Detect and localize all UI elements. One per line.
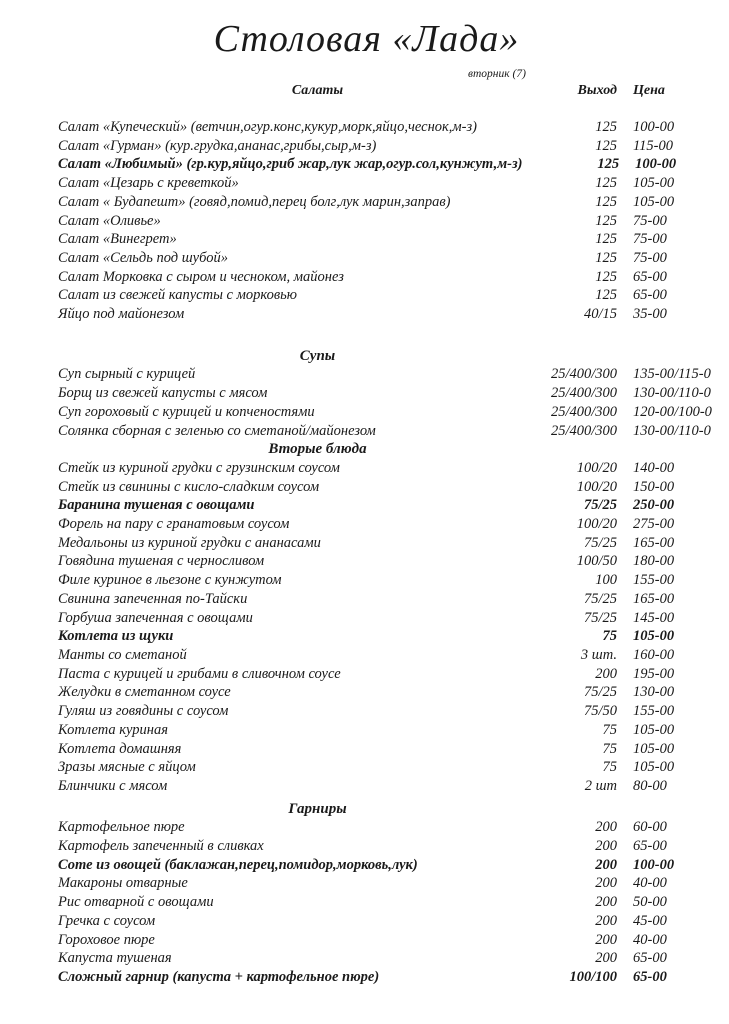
item-price: 155-00	[633, 572, 675, 589]
item-output: 200	[595, 912, 617, 929]
menu-item-row	[58, 534, 695, 553]
section-items	[58, 818, 695, 986]
item-name: Салат «Винегрет»	[58, 231, 177, 248]
menu-item-row	[58, 874, 695, 893]
item-price: 145-00	[633, 609, 675, 626]
item-output: 75/25	[583, 684, 617, 701]
item-output: 75	[602, 721, 617, 738]
item-output: 100/100	[569, 968, 617, 985]
item-name: Салат «Оливье»	[58, 212, 161, 229]
item-output: 3 шт.	[580, 646, 617, 663]
item-output: 200	[595, 819, 617, 836]
menu-item-row	[58, 403, 712, 422]
menu-item-row	[58, 137, 695, 156]
item-output: 125	[595, 231, 617, 248]
menu-item-row	[58, 912, 695, 931]
item-output: 200	[595, 950, 617, 967]
item-output: 125	[595, 175, 617, 192]
item-name: Салат «Цезарь с креветкой»	[58, 175, 239, 192]
item-price: 120-00/100-0	[633, 403, 712, 420]
item-output: 200	[595, 931, 617, 948]
item-price: 65-00	[633, 838, 667, 855]
section-items	[58, 118, 695, 324]
item-price: 40-00	[633, 931, 667, 948]
weekday-note: вторник (7)	[468, 68, 526, 80]
item-name: Суп гороховый с курицей и копченостями	[58, 403, 315, 420]
table-header	[58, 82, 695, 100]
menu-item-row	[58, 856, 695, 875]
menu-item-row	[58, 777, 695, 796]
item-price: 140-00	[633, 459, 675, 476]
item-output: 125	[595, 137, 617, 154]
item-name: Солянка сборная с зеленью со сметаной/майонезом	[58, 422, 376, 439]
item-output: 75	[602, 759, 617, 776]
item-name: Капуста тушеная	[58, 950, 172, 967]
item-name: Зразы мясные с яйцом	[58, 759, 196, 776]
item-name: Суп сырный с курицей	[58, 366, 196, 383]
item-name: Блинчики с мясом	[58, 777, 168, 794]
item-output: 25/400/300	[550, 403, 617, 420]
item-name: Салат «Гурман» (кур.грудка,ананас,грибы,сыр,м-з)	[58, 137, 377, 154]
menu-item-row	[58, 422, 711, 441]
item-price: 40-00	[633, 875, 667, 892]
menu-item-row	[58, 968, 695, 987]
item-output: 25/400/300	[550, 385, 617, 402]
item-name: Манты со сметаной	[58, 646, 187, 663]
menu-item-row	[58, 758, 695, 777]
item-name: Салат Морковка с сыром и чесноком, майонез	[58, 268, 344, 285]
item-name: Филе куриное в льезоне с кунжутом	[58, 572, 282, 589]
section-heading: Гарниры	[288, 800, 347, 817]
item-price: 195-00	[633, 665, 675, 682]
item-output: 125	[595, 268, 617, 285]
menu-item-row	[58, 683, 695, 702]
subtitle-row	[58, 64, 695, 78]
item-output: 125	[595, 119, 617, 135]
menu-item-row	[58, 665, 695, 684]
item-price: 130-00/110-0	[633, 385, 711, 402]
item-output: 125	[595, 287, 617, 304]
menu-item-row	[58, 740, 695, 759]
item-price: 100-00	[633, 856, 675, 873]
item-name: Котлета куриная	[58, 721, 168, 738]
item-price: 105-00	[633, 721, 675, 738]
menu-item-row	[58, 571, 695, 590]
item-output: 75/25	[583, 497, 617, 514]
item-output: 100/50	[576, 553, 617, 570]
item-price: 275-00	[633, 516, 675, 533]
item-name: Котлета из щуки	[58, 628, 174, 645]
item-name: Горбуша запеченная с овощами	[58, 609, 253, 626]
item-price: 130-00	[633, 684, 675, 701]
menu-item-row	[58, 837, 695, 856]
menu-item-row	[58, 515, 695, 534]
item-output: 75	[602, 628, 617, 645]
menu-item-row	[58, 305, 695, 324]
item-price: 115-00	[633, 137, 674, 154]
item-name: Салат «Любимый» (гр.кур,яйцо,гриб жар,лук жар,огур.сол,кунжут,м-з)	[58, 156, 523, 173]
item-price: 80-00	[633, 777, 667, 794]
item-price: 105-00	[633, 740, 675, 757]
item-price: 50-00	[633, 894, 667, 911]
section-items	[58, 365, 712, 440]
menu-item-row	[58, 496, 695, 515]
item-output: 100	[595, 572, 617, 589]
item-price: 105-00	[633, 759, 675, 776]
item-name: Стейк из куриной грудки с грузинским соусом	[58, 459, 340, 476]
menu-item-row	[58, 552, 695, 571]
item-output: 75/50	[583, 703, 617, 720]
item-output: 100/20	[576, 478, 617, 495]
menu-item-row	[58, 627, 695, 646]
item-price: 65-00	[633, 950, 667, 967]
item-output: 2 шт	[584, 777, 617, 794]
item-name: Говядина тушеная с черносливом	[58, 553, 265, 570]
item-price: 250-00	[633, 497, 675, 514]
item-output: 200	[595, 894, 617, 911]
item-output: 100/20	[576, 516, 617, 533]
item-output: 100/20	[576, 459, 617, 476]
item-name: Макароны отварные	[58, 875, 188, 892]
item-name: Рис отварной с овощами	[58, 894, 214, 911]
item-price: 75-00	[633, 249, 667, 266]
item-output: 75/25	[583, 590, 617, 607]
item-price: 105-00	[633, 628, 675, 645]
item-output: 25/400/300	[550, 422, 617, 439]
item-output: 125	[595, 212, 617, 229]
menu-item-row	[58, 268, 695, 287]
menu-item-row	[58, 949, 695, 968]
menu-item-row	[58, 174, 695, 193]
item-price: 155-00	[633, 703, 675, 720]
item-name: Салат «Сельдь под шубой»	[58, 249, 228, 266]
menu-item-row	[58, 384, 711, 403]
item-price: 165-00	[633, 590, 675, 607]
item-price: 135-00/115-0	[633, 366, 711, 383]
item-name: Стейк из свинины с кисло-сладким соусом	[58, 478, 320, 495]
item-name: Соте из овощей (баклажан,перец,помидор,морковь,лук)	[58, 856, 418, 873]
item-price: 65-00	[633, 268, 667, 285]
item-price: 65-00	[633, 968, 667, 985]
item-name: Яйцо под майонезом	[58, 306, 185, 323]
item-output: 200	[595, 665, 617, 682]
menu-item-row	[58, 702, 695, 721]
menu-item-row	[58, 193, 695, 212]
item-name: Гречка с соусом	[58, 912, 156, 929]
item-output: 200	[595, 875, 617, 892]
menu-item-row	[58, 118, 695, 137]
item-name: Салат « Будапешт» (говяд,помид,перец болг,лук марин,заправ)	[58, 193, 451, 210]
item-name: Свинина запеченная по-Тайски	[58, 590, 248, 607]
menu-item-row	[58, 931, 695, 950]
item-output: 125	[595, 249, 617, 266]
item-name: Гуляш из говядины с соусом	[58, 703, 229, 720]
item-name: Борщ из свежей капусты с мясом	[58, 385, 268, 402]
item-output: 200	[595, 856, 617, 873]
item-output: 75/25	[583, 534, 617, 551]
column-header-output: Выход	[577, 83, 617, 98]
menu-item-row	[58, 365, 711, 384]
item-price: 75-00	[633, 231, 667, 248]
item-name: Сложный гарнир (капуста + картофельное пюре)	[58, 968, 380, 985]
item-output: 125	[595, 193, 617, 210]
item-price: 65-00	[633, 287, 667, 304]
section-items	[58, 459, 695, 796]
item-output: 75	[602, 740, 617, 757]
item-name: Медальоны из куриной грудки с ананасами	[58, 534, 321, 551]
section-heading: Супы	[299, 347, 336, 364]
menu-item-row	[58, 893, 695, 912]
item-output: 75/25	[583, 609, 617, 626]
item-price: 105-00	[633, 175, 675, 192]
item-name: Паста с курицей и грибами в сливочном соусе	[58, 665, 341, 682]
item-output: 40/15	[583, 306, 617, 323]
menu-item-row	[58, 478, 695, 497]
item-price: 150-00	[633, 478, 675, 495]
item-price: 60-00	[633, 819, 667, 836]
menu-body	[58, 118, 712, 987]
item-price: 160-00	[633, 646, 675, 663]
section-heading-salads: Салаты	[291, 83, 344, 98]
item-price: 100-00	[635, 156, 677, 173]
menu-item-row	[58, 646, 695, 665]
section-heading: Вторые блюда	[268, 441, 367, 458]
menu-item-row	[58, 249, 695, 268]
item-name: Салат из свежей капусты с морковью	[58, 287, 297, 304]
item-price: 105-00	[633, 193, 675, 210]
item-price: 45-00	[633, 912, 667, 929]
column-header-price: Цена	[633, 83, 665, 98]
menu-item-row	[58, 155, 695, 174]
item-name: Баранина тушеная с овощами	[58, 497, 255, 514]
item-price: 165-00	[633, 534, 675, 551]
page-title: Столовая «Лада»	[213, 18, 520, 60]
menu-item-row	[58, 590, 695, 609]
item-price: 75-00	[633, 212, 667, 229]
item-output: 25/400/300	[550, 366, 617, 383]
item-price: 130-00/110-0	[633, 422, 711, 439]
menu-item-row	[58, 286, 695, 305]
menu-item-row	[58, 212, 695, 231]
item-price: 35-00	[633, 306, 667, 323]
item-name: Желудки в сметанном соусе	[58, 684, 231, 701]
item-name: Котлета домашняя	[58, 740, 182, 757]
item-price: 180-00	[633, 553, 675, 570]
item-price: 100-00	[633, 119, 675, 135]
menu-item-row	[58, 609, 695, 628]
item-output: 200	[595, 838, 617, 855]
item-name: Форель на пару с гранатовым соусом	[58, 516, 290, 533]
item-name: Картофель запеченный в сливках	[58, 838, 264, 855]
item-name: Салат «Купеческий» (ветчин,огур.конс,кукур,морк,яйцо,чеснок,м-з)	[58, 119, 477, 135]
menu-item-row	[58, 230, 695, 249]
item-name: Картофельное пюре	[58, 819, 185, 836]
menu-item-row	[58, 721, 695, 740]
menu-item-row	[58, 818, 695, 837]
item-output: 125	[597, 156, 620, 173]
menu-item-row	[58, 459, 695, 478]
item-name: Гороховое пюре	[58, 931, 155, 948]
